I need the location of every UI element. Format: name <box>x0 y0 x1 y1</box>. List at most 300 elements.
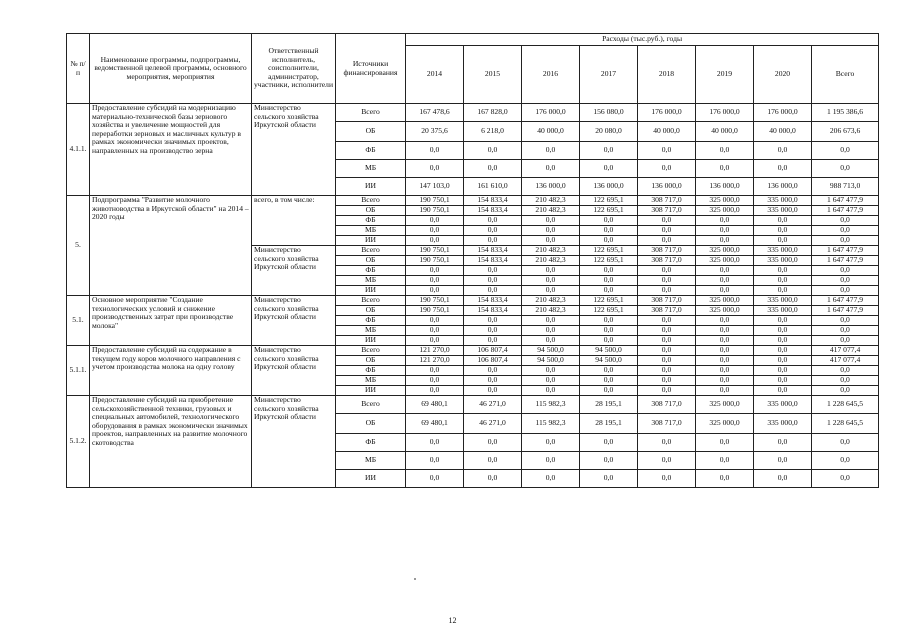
expense-value: 0,0 <box>464 336 522 346</box>
expense-value: 0,0 <box>406 386 464 396</box>
responsible-executor: Министерство сельского хозяйства Иркутской области <box>252 246 336 296</box>
expense-value: 94 500,0 <box>580 346 638 356</box>
table-row <box>67 396 879 414</box>
expense-value: 0,0 <box>464 286 522 296</box>
expense-value: 176 000,0 <box>754 104 812 122</box>
expense-value: 46 271,0 <box>464 396 522 414</box>
expense-value: 0,0 <box>406 366 464 376</box>
expense-value: 0,0 <box>580 376 638 386</box>
expense-value: 0,0 <box>638 356 696 366</box>
funding-source: МБ <box>336 326 406 336</box>
expense-value: 154 833,4 <box>464 256 522 266</box>
funding-source: ФБ <box>336 434 406 452</box>
expense-value: 0,0 <box>464 470 522 488</box>
expense-value: 0,0 <box>696 386 754 396</box>
expense-total: 0,0 <box>812 452 879 470</box>
expense-value: 122 695,1 <box>580 296 638 306</box>
expense-value: 94 500,0 <box>522 346 580 356</box>
funding-source: Всего <box>336 246 406 256</box>
expense-value: 0,0 <box>638 452 696 470</box>
expense-value: 0,0 <box>406 286 464 296</box>
program-name: Предоставление субсидий на приобретение сельскохозяйственной техники, грузовых и специальных автомобилей, технологического оборудования в рамках экономически значимых проектов, направленных на развитие молочного скотоводства <box>90 396 252 488</box>
expense-total: 0,0 <box>812 366 879 376</box>
expense-value: 154 833,4 <box>464 296 522 306</box>
expense-value: 0,0 <box>580 142 638 160</box>
expense-total: 1 228 645,5 <box>812 414 879 434</box>
expense-value: 122 695,1 <box>580 196 638 206</box>
expense-value: 0,0 <box>638 216 696 226</box>
header-number: № п/п <box>67 34 90 104</box>
row-number: 5.1.1. <box>67 346 90 396</box>
expense-total: 988 713,0 <box>812 178 879 196</box>
funding-source: ОБ <box>336 122 406 142</box>
row-number: 5. <box>67 196 90 296</box>
funding-source: ИИ <box>336 470 406 488</box>
expense-value: 0,0 <box>696 376 754 386</box>
expense-total: 417 077,4 <box>812 356 879 366</box>
funding-source: Всего <box>336 196 406 206</box>
expense-value: 0,0 <box>696 216 754 226</box>
expense-total: 1 647 477,9 <box>812 206 879 216</box>
funding-source: Всего <box>336 396 406 414</box>
expense-value: 6 218,0 <box>464 122 522 142</box>
expense-value: 0,0 <box>754 276 812 286</box>
expense-value: 0,0 <box>580 286 638 296</box>
expense-value: 0,0 <box>638 266 696 276</box>
expense-value: 0,0 <box>638 286 696 296</box>
expense-value: 0,0 <box>522 336 580 346</box>
expense-value: 154 833,4 <box>464 246 522 256</box>
expense-value: 69 480,1 <box>406 396 464 414</box>
expense-total: 0,0 <box>812 236 879 246</box>
expense-value: 0,0 <box>754 226 812 236</box>
expense-value: 0,0 <box>638 326 696 336</box>
funding-source: ОБ <box>336 206 406 216</box>
expense-value: 0,0 <box>580 216 638 226</box>
expense-value: 0,0 <box>638 346 696 356</box>
expense-value: 154 833,4 <box>464 206 522 216</box>
expense-value: 0,0 <box>696 356 754 366</box>
expense-total: 206 673,6 <box>812 122 879 142</box>
expense-value: 106 807,4 <box>464 346 522 356</box>
expense-value: 0,0 <box>580 236 638 246</box>
expense-value: 46 271,0 <box>464 414 522 434</box>
funding-source: МБ <box>336 226 406 236</box>
expense-value: 325 000,0 <box>696 296 754 306</box>
expense-value: 0,0 <box>580 276 638 286</box>
expense-value: 0,0 <box>406 434 464 452</box>
expense-value: 190 750,1 <box>406 296 464 306</box>
expense-value: 0,0 <box>580 336 638 346</box>
expense-value: 0,0 <box>406 142 464 160</box>
funding-source: ОБ <box>336 256 406 266</box>
expense-value: 0,0 <box>464 160 522 178</box>
expense-value: 0,0 <box>754 336 812 346</box>
expense-total: 1 647 477,9 <box>812 296 879 306</box>
expense-value: 190 750,1 <box>406 306 464 316</box>
expense-value: 0,0 <box>638 316 696 326</box>
expense-total: 0,0 <box>812 160 879 178</box>
funding-source: Всего <box>336 296 406 306</box>
expense-value: 0,0 <box>464 316 522 326</box>
expense-value: 161 610,0 <box>464 178 522 196</box>
expense-value: 0,0 <box>580 434 638 452</box>
expense-value: 0,0 <box>464 386 522 396</box>
expense-value: 0,0 <box>754 434 812 452</box>
expense-value: 0,0 <box>406 236 464 246</box>
expense-value: 190 750,1 <box>406 256 464 266</box>
expense-value: 0,0 <box>754 452 812 470</box>
expense-value: 0,0 <box>696 266 754 276</box>
expense-total: 0,0 <box>812 266 879 276</box>
expense-value: 0,0 <box>522 286 580 296</box>
expense-value: 190 750,1 <box>406 246 464 256</box>
expense-value: 154 833,4 <box>464 306 522 316</box>
expense-value: 0,0 <box>696 336 754 346</box>
expense-value: 0,0 <box>406 326 464 336</box>
table-body <box>67 104 879 488</box>
expense-total: 1 647 477,9 <box>812 256 879 266</box>
funding-source: ОБ <box>336 414 406 434</box>
expense-value: 210 482,3 <box>522 206 580 216</box>
expense-total: 0,0 <box>812 276 879 286</box>
expense-value: 0,0 <box>522 276 580 286</box>
expense-value: 0,0 <box>696 434 754 452</box>
expense-value: 0,0 <box>522 366 580 376</box>
funding-source: ИИ <box>336 286 406 296</box>
row-number: 5.1.2. <box>67 396 90 488</box>
expense-value: 0,0 <box>754 376 812 386</box>
expense-value: 0,0 <box>580 386 638 396</box>
expense-value: 0,0 <box>522 452 580 470</box>
expense-value: 308 717,0 <box>638 396 696 414</box>
expense-value: 0,0 <box>522 226 580 236</box>
table-row <box>67 196 879 206</box>
expense-value: 0,0 <box>638 160 696 178</box>
row-number: 5.1. <box>67 296 90 346</box>
header-year: 2020 <box>754 46 812 104</box>
expense-value: 0,0 <box>638 366 696 376</box>
expense-value: 0,0 <box>522 142 580 160</box>
expense-value: 325 000,0 <box>696 396 754 414</box>
funding-source: МБ <box>336 160 406 178</box>
table-row <box>67 104 879 122</box>
funding-source: ИИ <box>336 336 406 346</box>
expense-value: 0,0 <box>464 226 522 236</box>
expense-value: 147 103,0 <box>406 178 464 196</box>
expense-value: 0,0 <box>406 470 464 488</box>
expense-value: 0,0 <box>638 434 696 452</box>
expense-value: 176 000,0 <box>522 104 580 122</box>
expense-value: 0,0 <box>522 326 580 336</box>
expense-value: 136 000,0 <box>754 178 812 196</box>
table-row <box>67 296 879 306</box>
expense-total: 0,0 <box>812 216 879 226</box>
responsible-executor: Министерство сельского хозяйства Иркутской области <box>252 346 336 396</box>
expense-value: 122 695,1 <box>580 206 638 216</box>
header-source: Источники финансирования <box>336 34 406 104</box>
expense-value: 0,0 <box>406 336 464 346</box>
expense-total: 0,0 <box>812 326 879 336</box>
funding-source: ИИ <box>336 236 406 246</box>
expense-value: 0,0 <box>754 386 812 396</box>
expense-value: 335 000,0 <box>754 256 812 266</box>
expense-value: 0,0 <box>464 376 522 386</box>
row-number: 4.1.1. <box>67 104 90 196</box>
expense-value: 308 717,0 <box>638 206 696 216</box>
expense-value: 0,0 <box>522 160 580 178</box>
expense-value: 0,0 <box>696 346 754 356</box>
header-year: 2015 <box>464 46 522 104</box>
expense-value: 122 695,1 <box>580 256 638 266</box>
funding-source: ИИ <box>336 386 406 396</box>
expense-value: 0,0 <box>754 286 812 296</box>
header-expenses: Расходы (тыс.руб.), годы <box>406 34 879 46</box>
expense-value: 0,0 <box>406 276 464 286</box>
expense-value: 0,0 <box>696 366 754 376</box>
expense-value: 121 270,0 <box>406 356 464 366</box>
program-name: Основное мероприятие "Создание технологических условий и снижение производственных затрат при производстве молока" <box>90 296 252 346</box>
header-year: 2018 <box>638 46 696 104</box>
expense-total: 1 647 477,9 <box>812 246 879 256</box>
expense-value: 115 982,3 <box>522 414 580 434</box>
expense-value: 335 000,0 <box>754 396 812 414</box>
expense-value: 190 750,1 <box>406 206 464 216</box>
expense-value: 0,0 <box>522 434 580 452</box>
funding-source: Всего <box>336 346 406 356</box>
expense-value: 0,0 <box>522 266 580 276</box>
expense-value: 0,0 <box>580 226 638 236</box>
expense-value: 0,0 <box>522 470 580 488</box>
expense-value: 0,0 <box>464 216 522 226</box>
funding-source: ФБ <box>336 142 406 160</box>
expense-value: 0,0 <box>754 266 812 276</box>
expense-value: 0,0 <box>638 142 696 160</box>
expense-value: 0,0 <box>754 142 812 160</box>
expense-value: 0,0 <box>522 386 580 396</box>
expense-value: 0,0 <box>638 336 696 346</box>
table-row <box>67 346 879 356</box>
funding-source: МБ <box>336 276 406 286</box>
expense-value: 335 000,0 <box>754 306 812 316</box>
funding-source: МБ <box>336 376 406 386</box>
funding-source: ФБ <box>336 216 406 226</box>
expense-value: 325 000,0 <box>696 246 754 256</box>
header-total: Всего <box>812 46 879 104</box>
expense-value: 20 080,0 <box>580 122 638 142</box>
expense-value: 0,0 <box>696 470 754 488</box>
expense-value: 0,0 <box>522 236 580 246</box>
expense-value: 0,0 <box>464 434 522 452</box>
expense-value: 210 482,3 <box>522 296 580 306</box>
expense-value: 0,0 <box>464 236 522 246</box>
expense-value: 94 500,0 <box>522 356 580 366</box>
expense-value: 308 717,0 <box>638 296 696 306</box>
expense-value: 176 000,0 <box>638 104 696 122</box>
expense-value: 28 195,1 <box>580 414 638 434</box>
expense-value: 115 982,3 <box>522 396 580 414</box>
funding-source: ОБ <box>336 306 406 316</box>
expense-value: 20 375,6 <box>406 122 464 142</box>
header-year: 2019 <box>696 46 754 104</box>
expense-value: 136 000,0 <box>638 178 696 196</box>
expense-value: 0,0 <box>406 376 464 386</box>
expense-value: 325 000,0 <box>696 206 754 216</box>
expense-value: 0,0 <box>638 226 696 236</box>
expense-value: 0,0 <box>406 226 464 236</box>
expense-value: 210 482,3 <box>522 306 580 316</box>
expense-value: 0,0 <box>580 326 638 336</box>
expense-value: 0,0 <box>696 226 754 236</box>
program-name: Подпрограмма "Развитие молочного животноводства в Иркутской области" на 2014 – 2020 годы <box>90 196 252 296</box>
expense-value: 154 833,4 <box>464 196 522 206</box>
expense-value: 0,0 <box>754 160 812 178</box>
expense-total: 0,0 <box>812 434 879 452</box>
expense-value: 136 000,0 <box>580 178 638 196</box>
expense-total: 1 647 477,9 <box>812 306 879 316</box>
expense-total: 1 228 645,5 <box>812 396 879 414</box>
expense-value: 0,0 <box>406 316 464 326</box>
expense-value: 0,0 <box>638 376 696 386</box>
expense-value: 0,0 <box>696 160 754 178</box>
expense-value: 190 750,1 <box>406 196 464 206</box>
expense-value: 325 000,0 <box>696 306 754 316</box>
expense-value: 0,0 <box>406 452 464 470</box>
expense-value: 122 695,1 <box>580 246 638 256</box>
expense-value: 308 717,0 <box>638 414 696 434</box>
table-header <box>67 34 879 104</box>
responsible-executor: Министерство сельского хозяйства Иркутской области <box>252 104 336 196</box>
expense-value: 0,0 <box>580 470 638 488</box>
expense-value: 335 000,0 <box>754 414 812 434</box>
expense-value: 0,0 <box>696 236 754 246</box>
expense-value: 0,0 <box>464 276 522 286</box>
expense-total: 0,0 <box>812 286 879 296</box>
expense-value: 335 000,0 <box>754 246 812 256</box>
expense-value: 0,0 <box>580 316 638 326</box>
expense-value: 0,0 <box>754 346 812 356</box>
expense-value: 0,0 <box>522 216 580 226</box>
expense-value: 0,0 <box>580 266 638 276</box>
expense-value: 0,0 <box>580 160 638 178</box>
funding-source: ФБ <box>336 316 406 326</box>
expense-value: 0,0 <box>696 276 754 286</box>
expense-value: 0,0 <box>464 326 522 336</box>
expense-total: 0,0 <box>812 336 879 346</box>
expense-total: 417 077,4 <box>812 346 879 356</box>
expense-total: 0,0 <box>812 376 879 386</box>
expense-value: 40 000,0 <box>754 122 812 142</box>
expense-value: 0,0 <box>406 160 464 178</box>
header-year: 2016 <box>522 46 580 104</box>
expense-value: 0,0 <box>754 216 812 226</box>
expense-value: 176 000,0 <box>696 104 754 122</box>
expense-value: 308 717,0 <box>638 306 696 316</box>
expense-value: 167 828,0 <box>464 104 522 122</box>
expense-value: 156 080,0 <box>580 104 638 122</box>
expense-value: 0,0 <box>754 356 812 366</box>
program-name: Предоставление субсидий на модернизацию материально-технической базы зернового хозяйства и увеличение мощностей для переработки зерновых и масличных культур в рамках экономически значимых проектов, направленных на производство зерна <box>90 104 252 196</box>
expense-total: 0,0 <box>812 470 879 488</box>
expense-value: 0,0 <box>754 326 812 336</box>
page-number: 12 <box>448 616 457 625</box>
expense-value: 0,0 <box>406 216 464 226</box>
expense-value: 0,0 <box>638 386 696 396</box>
expense-value: 0,0 <box>580 366 638 376</box>
expense-value: 94 500,0 <box>580 356 638 366</box>
expense-value: 210 482,3 <box>522 246 580 256</box>
expense-value: 0,0 <box>464 452 522 470</box>
expense-value: 136 000,0 <box>696 178 754 196</box>
expense-value: 40 000,0 <box>522 122 580 142</box>
expense-value: 325 000,0 <box>696 196 754 206</box>
expense-value: 0,0 <box>754 470 812 488</box>
expense-value: 325 000,0 <box>696 414 754 434</box>
expense-value: 106 807,4 <box>464 356 522 366</box>
expense-value: 0,0 <box>638 276 696 286</box>
expense-value: 210 482,3 <box>522 256 580 266</box>
funding-source: ИИ <box>336 178 406 196</box>
expense-total: 0,0 <box>812 226 879 236</box>
expense-value: 122 695,1 <box>580 306 638 316</box>
expense-value: 0,0 <box>522 376 580 386</box>
expense-value: 69 480,1 <box>406 414 464 434</box>
expense-value: 308 717,0 <box>638 196 696 206</box>
expense-value: 167 478,6 <box>406 104 464 122</box>
expense-value: 0,0 <box>696 326 754 336</box>
expense-value: 0,0 <box>522 316 580 326</box>
expense-value: 40 000,0 <box>638 122 696 142</box>
scan-speck <box>414 578 416 580</box>
funding-source: ФБ <box>336 266 406 276</box>
expense-value: 335 000,0 <box>754 206 812 216</box>
expense-value: 0,0 <box>754 316 812 326</box>
expense-value: 28 195,1 <box>580 396 638 414</box>
responsible-executor: всего, в том числе: <box>252 196 336 246</box>
expense-value: 136 000,0 <box>522 178 580 196</box>
expense-total: 0,0 <box>812 316 879 326</box>
expense-value: 0,0 <box>580 452 638 470</box>
expense-value: 325 000,0 <box>696 256 754 266</box>
expense-value: 0,0 <box>754 366 812 376</box>
expense-value: 0,0 <box>406 266 464 276</box>
expense-value: 0,0 <box>638 470 696 488</box>
expense-value: 0,0 <box>464 142 522 160</box>
header-program-name: Наименование программы, подпрограммы, ведомственной целевой программы, основного мероприятия, мероприятия <box>90 34 252 104</box>
funding-source: ОБ <box>336 356 406 366</box>
header-year: 2017 <box>580 46 638 104</box>
expense-value: 308 717,0 <box>638 256 696 266</box>
expense-value: 0,0 <box>464 266 522 276</box>
responsible-executor: Министерство сельского хозяйства Иркутской области <box>252 296 336 346</box>
expense-value: 0,0 <box>696 142 754 160</box>
expense-total: 1 647 477,9 <box>812 196 879 206</box>
header-responsible: Ответственный исполнитель, соисполнители, администратор, участники, исполнители <box>252 34 336 104</box>
expense-total: 0,0 <box>812 386 879 396</box>
expense-value: 0,0 <box>696 452 754 470</box>
expense-value: 121 270,0 <box>406 346 464 356</box>
funding-source: МБ <box>336 452 406 470</box>
header-year: 2014 <box>406 46 464 104</box>
expense-value: 0,0 <box>696 286 754 296</box>
expense-value: 210 482,3 <box>522 196 580 206</box>
expense-value: 0,0 <box>464 366 522 376</box>
expense-value: 0,0 <box>754 236 812 246</box>
expense-value: 335 000,0 <box>754 296 812 306</box>
funding-source: Всего <box>336 104 406 122</box>
expense-total: 1 195 386,6 <box>812 104 879 122</box>
expense-value: 308 717,0 <box>638 246 696 256</box>
